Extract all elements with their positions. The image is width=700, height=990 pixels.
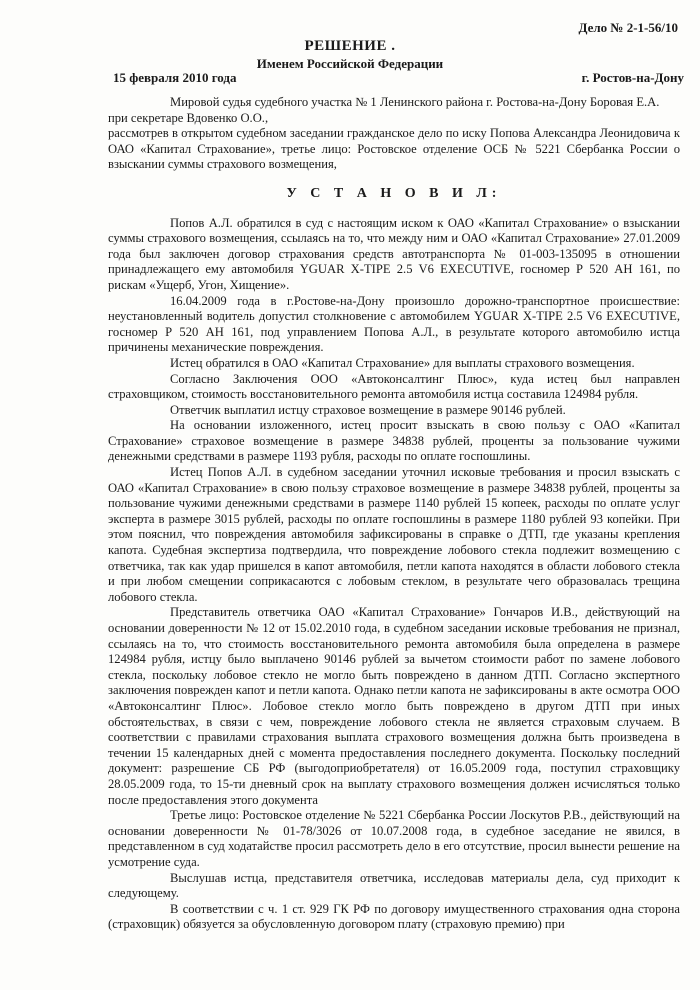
- paragraph: На основании изложенного, истец просит взыскать в свою пользу с ОАО «Капитал Страхование» страховое возмещение в размере 34838 рублей, проценты за пользование чужими денежными средствами в размере 1193 рубля, расходы по оплате госпошлины.: [108, 418, 680, 464]
- intro-case: рассмотрев в открытом судебном заседании гражданское дело по иску Попова Александра Леонидовича к ОАО «Капитал Страхование», третье лицо: Ростовское отделение ОСБ № 5221 Сбербанка России о взыскании суммы страхового возмещения,: [108, 126, 680, 172]
- document-body: [108, 95, 680, 933]
- decision-date: 15 февраля 2010 года: [113, 70, 237, 85]
- decision-city: г. Ростов-на-Дону: [581, 70, 684, 85]
- paragraph: В соответствии с ч. 1 ст. 929 ГК РФ по договору имущественного страхования одна сторона (страховщик) обязуется за обусловленную договором плату (страховую премию) при: [108, 901, 680, 932]
- document-subtitle: Именем Российской Федерации: [256, 56, 444, 71]
- paragraph: Согласно Заключения ООО «Автоконсалтинг Плюс», куда истец был направлен страховщиком, стоимость восстановительного ремонта автомобиля истца составила 124984 рубля.: [108, 371, 680, 402]
- case-number: Дело № 2-1-56/10: [578, 20, 678, 35]
- section-heading: У С Т А Н О В И Л:: [286, 185, 502, 201]
- intro-judge: Мировой судья судебного участка № 1 Ленинского района г. Ростова-на-Дону Боровая Е.А.: [170, 95, 660, 109]
- paragraph: Выслушав истца, представителя ответчика, исследовав материалы дела, суд приходит к следующему.: [108, 870, 680, 901]
- document-title: РЕШЕНИЕ .: [304, 38, 396, 54]
- paragraph: Истец Попов А.Л. в судебном заседании уточнил исковые требования и просил взыскать с ОАО «Капитал Страхование» в свою пользу страховое возмещение в размере 34838 рублей, проценты за пользование чужими денежными средствами в размере 1140 рублей 15 копеек, расходы по оплате услуг эксперта в размере 3015 рублей, расходы по оплате госпошлины в размере 1180 рублей 93 копейки. При этом пояснил, что повреждения автомобиля зафиксированы в справке о ДТП, где указаны крепления капота. Судебная экспертиза подтвердила, что повреждение лобового стекла подлежит возмещению с ответчика, так как удар пришелся в капот автомобиля, петли капота находятся в области лобового стекла и при любом смещении соприкасаются с лобовым стеклом, в результате чего образовалась трещина лобового стекла.: [108, 465, 680, 604]
- intro-secretary: при секретаре Вдовенко О.О.,: [108, 110, 269, 125]
- paragraph: Попов А.Л. обратился в суд с настоящим иском к ОАО «Капитал Страхование» о взыскании суммы страхового возмещения, ссылаясь на то, что между ним и ОАО «Капитал Страхование» 27.01.2009 года был заключен договор страхования средств автотранспорта № 01-003-135095 в отношении принадлежащего ему автомобиля YGUAR X-TIPE 2.5 V6 EXECUTIVE, госномер Р 520 АН 161, по рискам «Ущерб, Угон, Хищение».: [108, 215, 680, 292]
- paragraph: Третье лицо: Ростовское отделение № 5221 Сбербанка России Лоскутов Р.В., действующий на основании доверенности № 01-78/3026 от 10.07.2008 года, в судебное заседание не явился, в представленном в суд ходатайстве просил рассмотреть дело в его отсутствие, просил вынести решение на усмотрение суда.: [108, 808, 680, 869]
- paragraph: Ответчик выплатил истцу страховое возмещение в размере 90146 рублей.: [170, 402, 566, 417]
- paragraph: 16.04.2009 года в г.Ростове-на-Дону произошло дорожно-транспортное происшествие: неустановленный водитель допустил столкновение с автомобилем YGUAR X-TIPE 2.5 V6 EXECUTIVE, госномер Р 520 АН 161, под управлением Попова А.Л., в результате которого автомобилю истца причинены механические повреждения.: [108, 293, 680, 355]
- paragraph: Представитель ответчика ОАО «Капитал Страхование» Гончаров И.В., действующий на основании доверенности № 12 от 15.02.2010 года, в судебном заседании исковые требования не признал, ссылаясь на то, что стоимость восстановительного ремонта автомобиля была определена в размере 124984 рубля, истцу было выплачено 90146 рублей за вычетом стоимости работ по замене лобового стекла, поскольку лобовое стекло не могло быть повреждено в данном ДТП. Согласно экспертного заключения поврежден капот и петли капота. Однако петли капота не зафиксированы в акте осмотра ООО «Автоконсалтинг Плюс». Лобовое стекло могло быть повреждено в другом ДТП при иных обстоятельствах, в связи с чем, повреждение лобового стекла не является страховым случаем. В соответствии с правилами страхования выплата страхового возмещения должна быть произведена в течении 15 календарных дней с момента предоставления последнего документа. Поскольку последний документ: разрешение СБ РФ (выгодоприобретателя) от 16.05.2009 года, поступил страховщику 28.05.2009 года, то 15-ти дневный срок на выплату страхового возмещения должен исчисляться только после предоставления этого документа: [108, 605, 680, 807]
- paragraph: Истец обратился в ОАО «Капитал Страхование» для выплаты страхового возмещения.: [170, 355, 635, 370]
